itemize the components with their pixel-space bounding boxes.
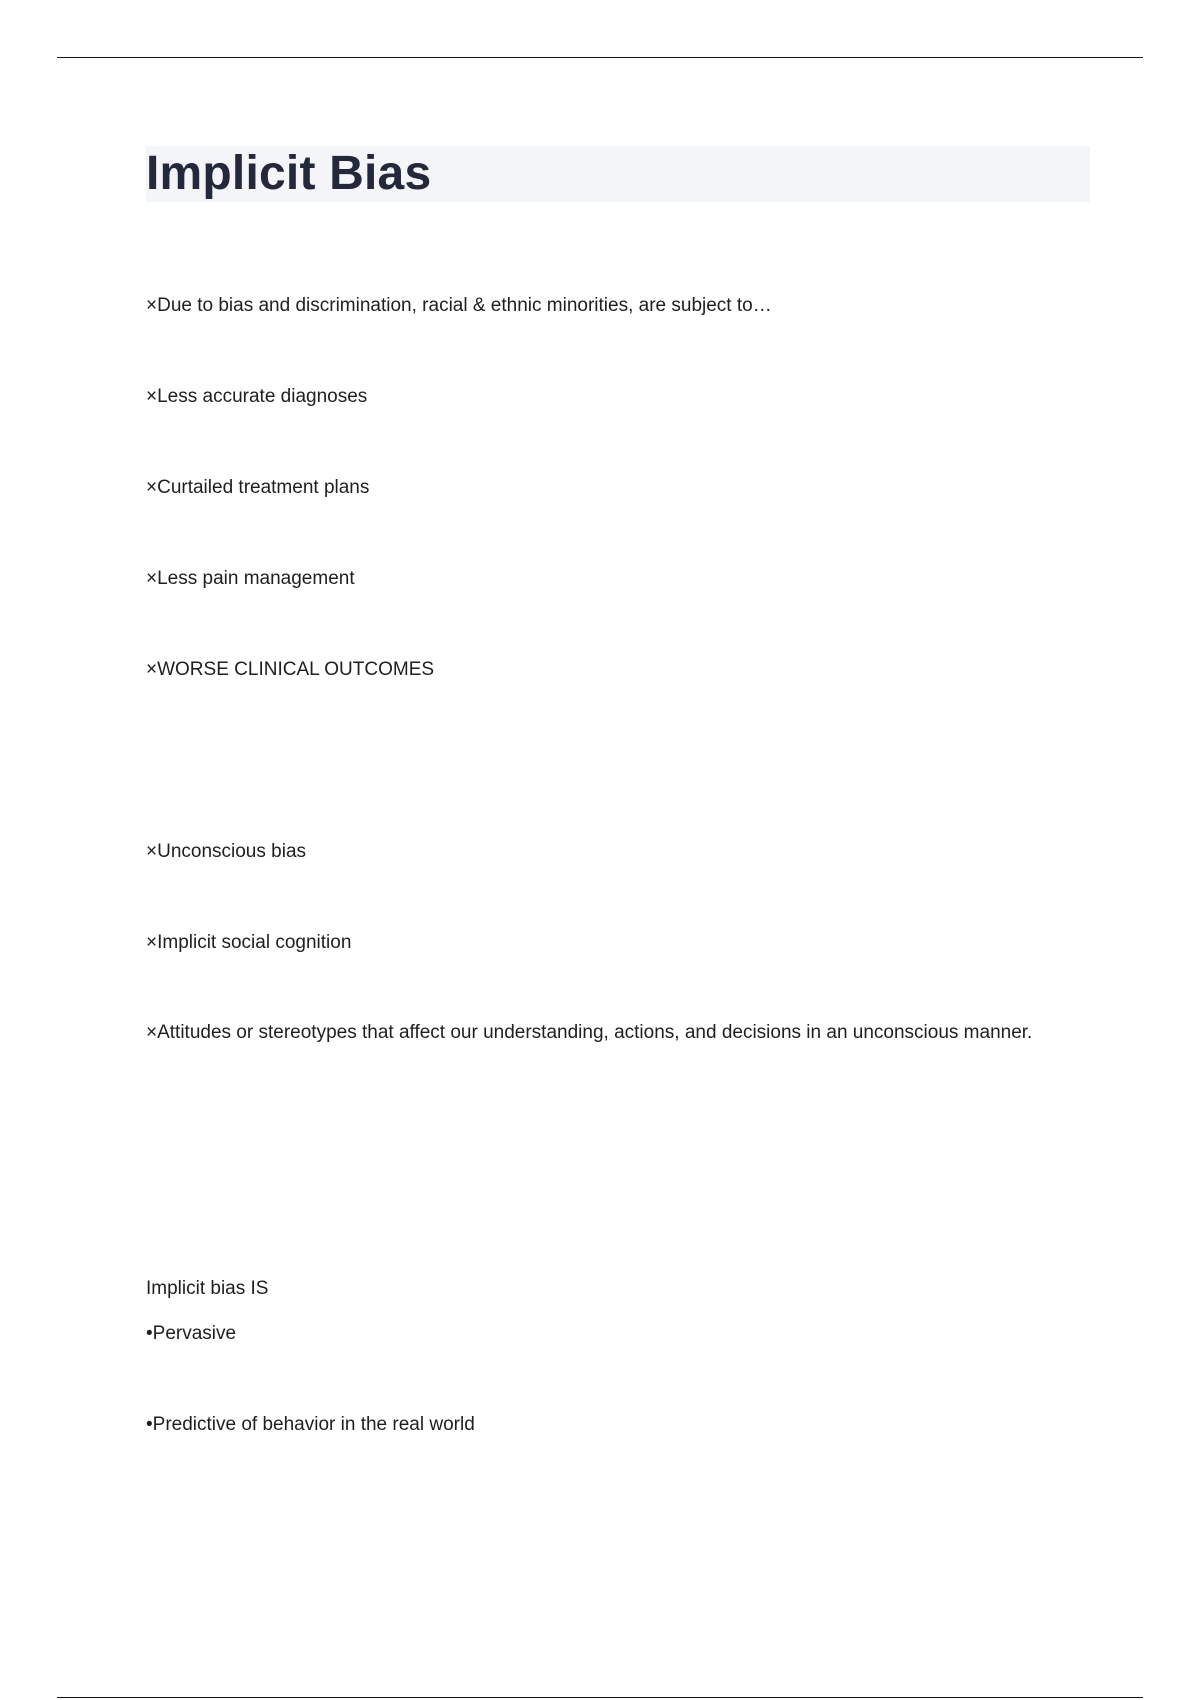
section-heading: Implicit bias IS bbox=[146, 1278, 269, 1299]
text-line: ×Unconscious bias bbox=[146, 841, 307, 862]
header-rule bbox=[57, 57, 1143, 58]
text-line: ×Less pain management bbox=[146, 568, 355, 589]
page-title: Implicit Bias bbox=[146, 147, 432, 200]
bullet-item: •Predictive of behavior in the real world bbox=[146, 1414, 475, 1435]
text-line: ×Due to bias and discrimination, racial & ethnic minorities, are subject to… bbox=[146, 295, 772, 316]
text-line: ×WORSE CLINICAL OUTCOMES bbox=[146, 659, 435, 680]
text-line: ×Attitudes or stereotypes that affect our understanding, actions, and decisions in an unconscious manner. bbox=[146, 1022, 1033, 1043]
text-line: ×Implicit social cognition bbox=[146, 932, 352, 953]
text-line: ×Less accurate diagnoses bbox=[146, 386, 368, 407]
text-line: ×Curtailed treatment plans bbox=[146, 477, 370, 498]
bullet-item: •Pervasive bbox=[146, 1323, 237, 1344]
footer-rule bbox=[57, 1697, 1143, 1698]
